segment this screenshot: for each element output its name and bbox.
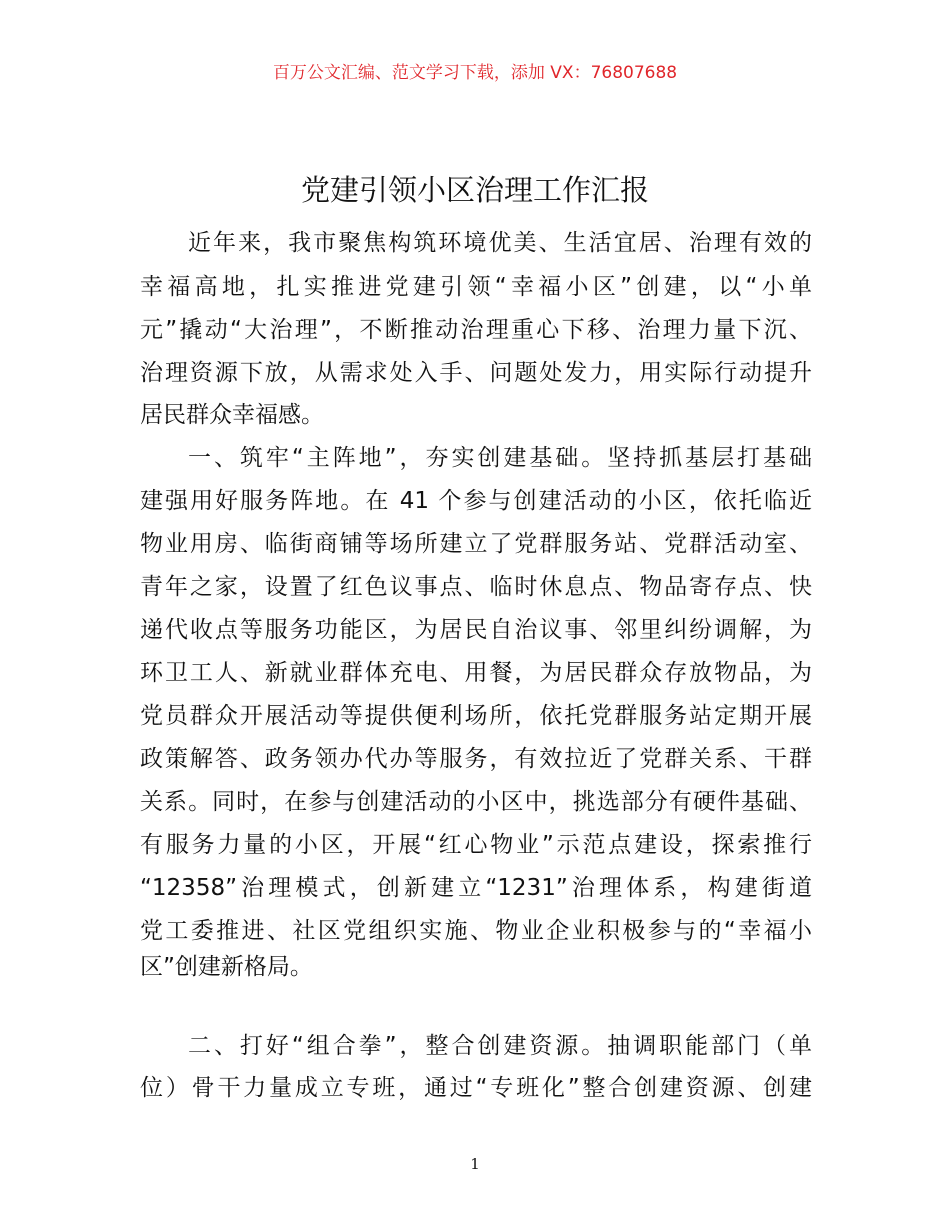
paragraph-line: 建强用好服务阵地。在 41 个参与创建活动的小区，依托临近: [140, 488, 812, 514]
paragraph-line: 关系。同时，在参与创建活动的小区中，挑选部分有硬件基础、: [140, 789, 812, 815]
paragraph-line: “12358”治理模式，创新建立“1231”治理体系，构建街道: [140, 875, 812, 901]
paragraph-line: 党工委推进、社区党组织实施、物业企业积极参与的“幸福小: [140, 918, 812, 944]
paragraph-line: 青年之家，设置了红色议事点、临时休息点、物品寄存点、快: [140, 574, 812, 600]
paragraph-line: 区”创建新格局。: [140, 954, 313, 980]
paragraph-line: 物业用房、临街商铺等场所建立了党群服务站、党群活动室、: [140, 531, 812, 557]
paragraph-line: 政策解答、政务领办代办等服务，有效拉近了党群关系、干群: [140, 746, 812, 772]
paragraph-line: 元”撬动“大治理”，不断推动治理重心下移、治理力量下沉、: [140, 317, 812, 343]
paragraph-line: 近年来，我市聚焦构筑环境优美、生活宜居、治理有效的: [188, 230, 812, 256]
paragraph-line: 居民群众幸福感。: [140, 402, 324, 428]
paragraph-line: 幸福高地，扎实推进党建引领“幸福小区”创建，以“小单: [140, 274, 812, 300]
paragraph-line: 党员群众开展活动等提供便利场所，依托党群服务站定期开展: [140, 703, 812, 729]
page-number: 1: [470, 1155, 480, 1173]
document-title: 党建引领小区治理工作汇报: [300, 173, 649, 207]
paragraph-line: 有服务力量的小区，开展“红心物业”示范点建设，探索推行: [140, 832, 812, 858]
paragraph-line: 二、打好“组合拳”，整合创建资源。抽调职能部门（单: [188, 1033, 812, 1059]
paragraph-line: 递代收点等服务功能区，为居民自治议事、邻里纠纷调解，为: [140, 617, 812, 643]
paragraph-line: 环卫工人、新就业群体充电、用餐，为居民群众存放物品，为: [140, 660, 812, 686]
paragraph-line: 治理资源下放，从需求处入手、问题处发力，用实际行动提升: [140, 360, 812, 386]
header-watermark-note: 百万公文汇编、范文学习下载，添加 VX：76807688: [272, 63, 678, 83]
paragraph-line: 位）骨干力量成立专班，通过“专班化”整合创建资源、创建: [140, 1075, 812, 1101]
paragraph-line: 一、筑牢“主阵地”，夯实创建基础。坚持抓基层打基础: [188, 445, 812, 471]
